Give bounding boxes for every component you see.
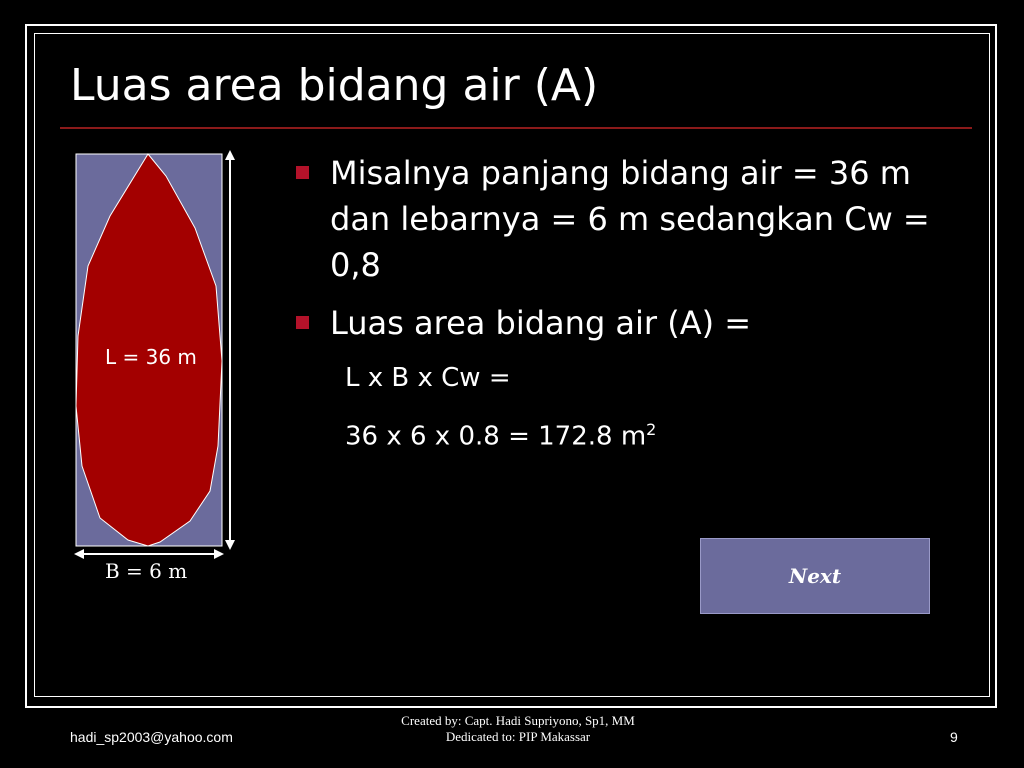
bullet-text: Luas area bidang air (A) = (330, 304, 752, 342)
slide-content (290, 150, 970, 469)
footer-credits (348, 713, 688, 745)
breadth-arrow-right (214, 549, 224, 559)
square-bullet-icon (296, 166, 309, 179)
breadth-arrow-left (74, 549, 84, 559)
formula-result: 36 x 6 x 0.8 = 172.8 m (345, 421, 647, 452)
breadth-label: B = 6 m (105, 559, 188, 583)
slide-title: Luas area bidang air (A) (70, 60, 599, 111)
footer-email: hadi_sp2003@yahoo.com (70, 729, 233, 745)
page-number: 9 (950, 729, 958, 745)
waterplane-diagram (70, 146, 250, 586)
next-button[interactable] (700, 538, 930, 614)
bullet-item (290, 300, 970, 346)
title-divider (60, 127, 972, 129)
length-label: L = 36 m (105, 345, 197, 369)
square-bullet-icon (296, 316, 309, 329)
bullet-item (290, 150, 970, 288)
superscript: 2 (646, 420, 657, 439)
next-button-label: Next (788, 564, 842, 588)
waterplane-svg (70, 146, 250, 586)
formula-line-2 (290, 410, 970, 457)
footer-credit-line2: Dedicated to: PIP Makassar (445, 729, 591, 744)
formula-line-1: L x B x Cw = (345, 363, 511, 393)
length-arrow-bottom (225, 540, 235, 550)
bullet-text: Misalnya panjang bidang air = 36 m dan lebarnya = 6 m sedangkan Cw = 0,8 (330, 154, 930, 284)
footer-credit-line1: Created by: Capt. Hadi Supriyono, Sp1, MM (401, 713, 635, 728)
length-arrow-top (225, 150, 235, 160)
